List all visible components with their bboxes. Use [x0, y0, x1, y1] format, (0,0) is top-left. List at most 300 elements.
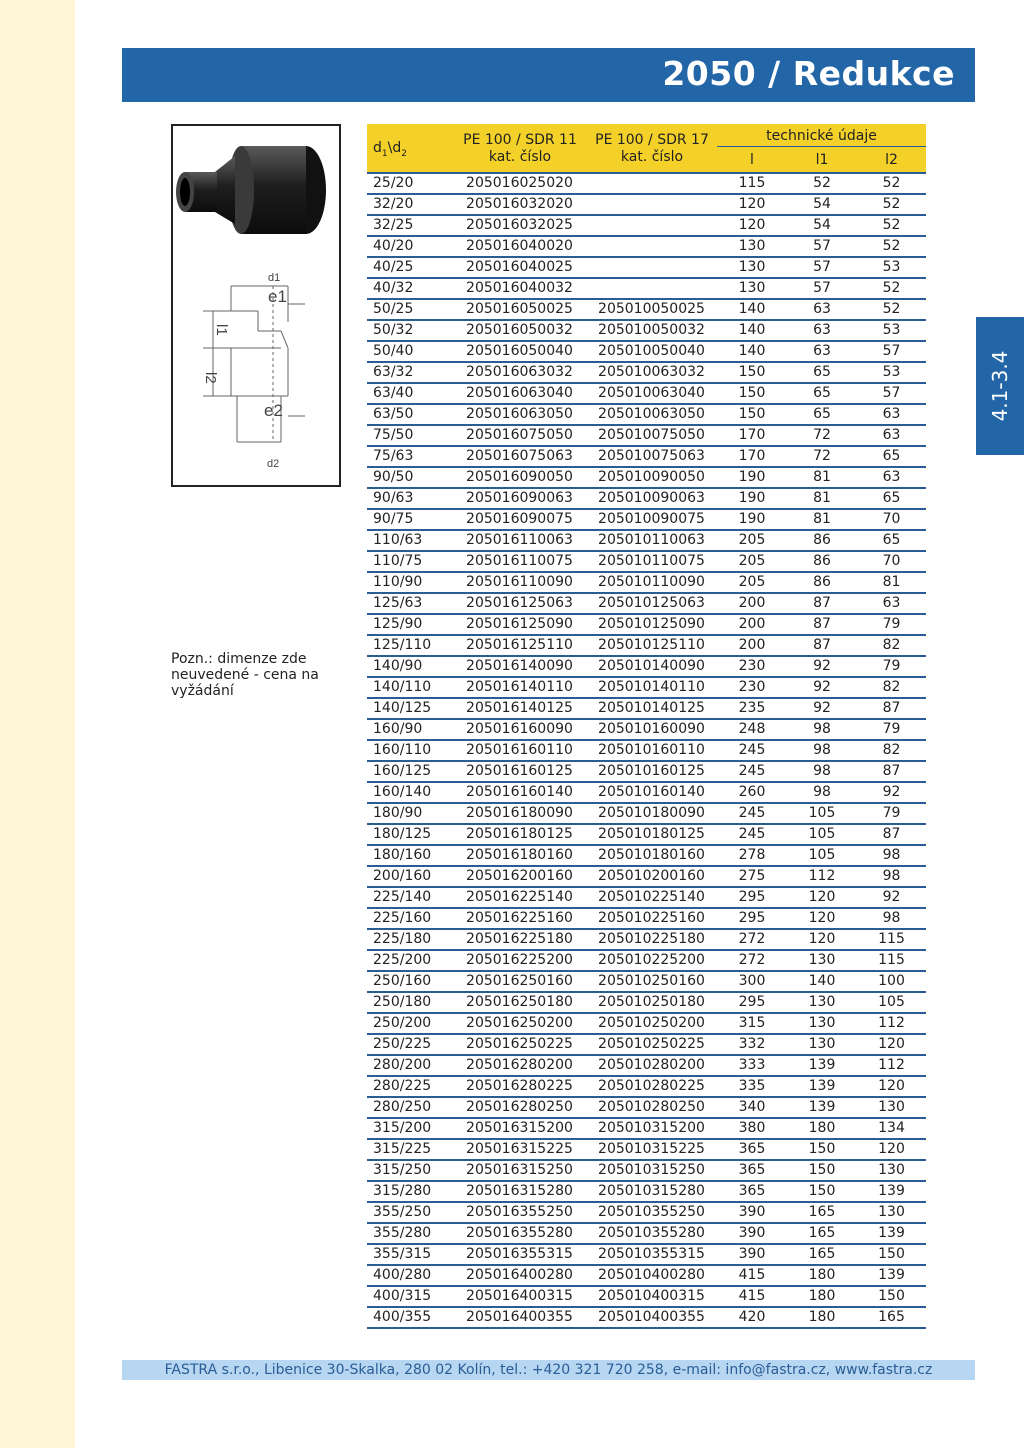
row-catalog-sdr11: 205016250200 [466, 1015, 573, 1031]
row-catalog-sdr11: 205016075063 [466, 448, 573, 464]
row-length-l2: 81 [882, 574, 901, 590]
row-catalog-sdr11: 205016125110 [466, 637, 573, 653]
row-length-l1: 92 [813, 679, 831, 695]
row-dimension: 75/50 [373, 427, 414, 443]
table-row [367, 384, 926, 405]
row-length-l1: 120 [808, 889, 836, 905]
row-length-l2: 120 [878, 1078, 905, 1094]
row-length-l2: 63 [882, 469, 901, 485]
row-length-l2: 112 [878, 1015, 905, 1031]
row-length-l1: 150 [808, 1141, 836, 1157]
note-text: Pozn.: dimenze zde neuvedené - cena na vyžádání [171, 651, 319, 699]
row-dimension: 180/125 [373, 826, 432, 842]
table-row [367, 741, 926, 762]
row-length-l1: 150 [808, 1183, 836, 1199]
row-length-l1: 180 [808, 1120, 836, 1136]
row-length-l1: 130 [808, 994, 836, 1010]
row-length-l2: 98 [882, 910, 901, 926]
row-length-l2: 82 [882, 742, 901, 758]
row-dimension: 125/110 [373, 637, 432, 653]
row-length-l1: 52 [813, 175, 831, 191]
row-length-l1: 65 [813, 406, 831, 422]
row-catalog-sdr17: 205010063032 [598, 364, 705, 380]
row-catalog-sdr17: 205010125063 [598, 595, 705, 611]
row-dimension: 160/110 [373, 742, 432, 758]
row-length-l: 130 [738, 259, 766, 275]
row-catalog-sdr17: 205010160125 [598, 763, 705, 779]
table-row [367, 1287, 926, 1308]
row-length-l2: 57 [882, 385, 901, 401]
row-dimension: 32/20 [373, 196, 414, 212]
table-row [367, 783, 926, 804]
dimension-header [373, 140, 407, 162]
row-length-l1: 65 [813, 364, 831, 380]
row-catalog-sdr11: 205016050040 [466, 343, 573, 359]
row-length-l: 120 [738, 196, 766, 212]
row-length-l: 315 [738, 1015, 766, 1031]
section-tab-label: 4.1-3.4 [988, 350, 1012, 422]
table-row [367, 468, 926, 489]
row-length-l1: 105 [808, 847, 836, 863]
row-length-l1: 165 [808, 1246, 836, 1262]
row-length-l1: 81 [813, 469, 831, 485]
row-length-l: 248 [738, 721, 766, 737]
row-length-l: 130 [738, 280, 766, 296]
product-table [367, 124, 926, 1329]
label-l2: l2 [202, 372, 219, 384]
row-dimension: 110/90 [373, 574, 423, 590]
row-length-l: 205 [738, 532, 766, 548]
row-dimension: 180/160 [373, 847, 432, 863]
row-length-l2: 63 [882, 406, 901, 422]
row-catalog-sdr17: 205010110063 [598, 532, 705, 548]
row-length-l1: 180 [808, 1267, 836, 1283]
row-dimension: 315/225 [373, 1141, 432, 1157]
row-length-l: 365 [738, 1162, 766, 1178]
row-catalog-sdr11: 205016355250 [466, 1204, 573, 1220]
row-length-l: 230 [738, 658, 766, 674]
row-catalog-sdr17: 205010160110 [598, 742, 705, 758]
row-length-l1: 139 [808, 1057, 836, 1073]
row-length-l2: 79 [882, 658, 901, 674]
page-title: 2050 / Redukce [662, 54, 955, 93]
row-dimension: 225/140 [373, 889, 432, 905]
row-length-l: 140 [738, 322, 766, 338]
row-length-l1: 63 [813, 301, 831, 317]
row-length-l: 420 [738, 1309, 766, 1325]
dimension-labels [202, 272, 287, 470]
table-row [367, 993, 926, 1014]
row-catalog-sdr17: 205010250225 [598, 1036, 705, 1052]
row-dimension: 140/110 [373, 679, 432, 695]
row-length-l: 415 [738, 1288, 766, 1304]
row-dimension: 40/25 [373, 259, 414, 275]
row-length-l: 245 [738, 805, 766, 821]
dimension-drawing [203, 286, 305, 442]
table-row [367, 888, 926, 909]
row-dimension: 400/280 [373, 1267, 432, 1283]
row-length-l2: 120 [878, 1036, 905, 1052]
row-length-l2: 79 [882, 805, 901, 821]
row-dimension: 140/90 [373, 658, 423, 674]
row-length-l2: 134 [878, 1120, 905, 1136]
row-length-l2: 115 [878, 952, 905, 968]
reducer-fitting-photo [176, 146, 326, 234]
table-row [367, 237, 926, 258]
row-length-l2: 52 [882, 196, 901, 212]
row-catalog-sdr17: 205010140125 [598, 700, 705, 716]
row-length-l1: 180 [808, 1288, 836, 1304]
table-row [367, 363, 926, 384]
row-catalog-sdr17: 205010200160 [598, 868, 705, 884]
row-length-l2: 87 [882, 826, 901, 842]
row-length-l: 390 [738, 1204, 766, 1220]
row-catalog-sdr17: 205010400355 [598, 1309, 705, 1325]
table-row [367, 279, 926, 300]
row-dimension: 355/315 [373, 1246, 432, 1262]
row-length-l2: 63 [882, 595, 901, 611]
row-dimension: 315/280 [373, 1183, 432, 1199]
product-illustration [173, 126, 339, 485]
row-catalog-sdr11: 205016025020 [466, 175, 573, 191]
row-length-l1: 98 [813, 784, 831, 800]
row-dimension: 50/25 [373, 301, 414, 317]
row-length-l: 365 [738, 1141, 766, 1157]
row-dimension: 225/160 [373, 910, 432, 926]
row-catalog-sdr11: 205016140110 [466, 679, 573, 695]
row-catalog-sdr17: 205010225140 [598, 889, 705, 905]
row-catalog-sdr17: 205010075050 [598, 427, 705, 443]
table-row [367, 1308, 926, 1329]
row-catalog-sdr11: 205016040020 [466, 238, 573, 254]
row-dimension: 125/90 [373, 616, 423, 632]
kat-cislo-header-2: kat. číslo [620, 149, 684, 165]
row-catalog-sdr11: 205016125090 [466, 616, 573, 632]
row-catalog-sdr17: 205010050032 [598, 322, 705, 338]
row-dimension: 125/63 [373, 595, 423, 611]
row-length-l1: 112 [808, 868, 836, 884]
row-catalog-sdr11: 205016110063 [466, 532, 573, 548]
row-length-l2: 139 [878, 1225, 905, 1241]
row-dimension: 90/50 [373, 469, 414, 485]
row-length-l2: 63 [882, 427, 901, 443]
table-row [367, 1245, 926, 1266]
row-length-l1: 57 [813, 280, 831, 296]
row-catalog-sdr11: 205016063032 [466, 364, 573, 380]
row-catalog-sdr11: 205016225200 [466, 952, 573, 968]
table-row [367, 867, 926, 888]
row-catalog-sdr11: 205016315225 [466, 1141, 573, 1157]
row-catalog-sdr17: 205010225180 [598, 931, 705, 947]
table-row [367, 573, 926, 594]
pe100-sdr17-header: PE 100 / SDR 17 [595, 132, 709, 148]
table-row [367, 825, 926, 846]
row-catalog-sdr11: 205016050032 [466, 322, 573, 338]
row-catalog-sdr17: 205010315280 [598, 1183, 705, 1199]
row-dimension: 160/140 [373, 784, 432, 800]
row-length-l1: 130 [808, 1015, 836, 1031]
technical-data-header: technické údaje [766, 128, 877, 144]
row-catalog-sdr11: 205016280225 [466, 1078, 573, 1094]
row-length-l1: 87 [813, 595, 831, 611]
row-length-l2: 112 [878, 1057, 905, 1073]
row-length-l: 340 [738, 1099, 766, 1115]
row-catalog-sdr11: 205016225140 [466, 889, 573, 905]
row-length-l: 365 [738, 1183, 766, 1199]
row-length-l1: 81 [813, 511, 831, 527]
row-length-l: 170 [738, 448, 766, 464]
table-row [367, 195, 926, 216]
table-row [367, 762, 926, 783]
table-row [367, 321, 926, 342]
row-dimension: 200/160 [373, 868, 432, 884]
row-catalog-sdr17: 205010125090 [598, 616, 705, 632]
row-length-l2: 53 [882, 364, 901, 380]
row-catalog-sdr17: 205010315250 [598, 1162, 705, 1178]
row-catalog-sdr11: 205016110090 [466, 574, 573, 590]
row-length-l: 150 [738, 364, 766, 380]
dimension-header-sub1: 1 [381, 148, 388, 159]
row-dimension: 355/280 [373, 1225, 432, 1241]
row-catalog-sdr11: 205016050025 [466, 301, 573, 317]
row-catalog-sdr11: 205016180160 [466, 847, 573, 863]
table-row [367, 909, 926, 930]
row-dimension: 315/250 [373, 1162, 432, 1178]
row-length-l: 190 [738, 469, 766, 485]
row-catalog-sdr11: 205016032025 [466, 217, 573, 233]
row-dimension: 400/355 [373, 1309, 432, 1325]
row-catalog-sdr17: 205010090063 [598, 490, 705, 506]
row-length-l: 115 [738, 175, 766, 191]
dimension-header-sub2: 2 [401, 148, 407, 159]
row-dimension: 90/63 [373, 490, 414, 506]
row-catalog-sdr11: 205016280250 [466, 1099, 573, 1115]
row-length-l1: 120 [808, 910, 836, 926]
table-row [367, 1224, 926, 1245]
table-row [367, 594, 926, 615]
row-length-l: 120 [738, 217, 766, 233]
row-length-l2: 105 [878, 994, 905, 1010]
left-margin-band [0, 0, 75, 1448]
row-length-l: 200 [738, 595, 766, 611]
row-dimension: 63/32 [373, 364, 414, 380]
row-length-l1: 105 [808, 805, 836, 821]
row-length-l1: 86 [813, 574, 831, 590]
row-length-l: 390 [738, 1246, 766, 1262]
row-length-l2: 79 [882, 616, 901, 632]
row-catalog-sdr17: 205010250160 [598, 973, 705, 989]
table-row [367, 636, 926, 657]
row-catalog-sdr17: 205010250180 [598, 994, 705, 1010]
row-catalog-sdr17: 205010355315 [598, 1246, 705, 1262]
row-catalog-sdr17: 205010180090 [598, 805, 705, 821]
table-row [367, 510, 926, 531]
row-catalog-sdr17: 205010140090 [598, 658, 705, 674]
row-length-l2: 53 [882, 259, 901, 275]
row-length-l: 205 [738, 553, 766, 569]
row-length-l: 335 [738, 1078, 766, 1094]
row-length-l2: 150 [878, 1246, 905, 1262]
row-dimension: 40/32 [373, 280, 414, 296]
label-e2: e2 [264, 401, 283, 420]
row-dimension: 280/200 [373, 1057, 432, 1073]
table-row [367, 972, 926, 993]
l2-header: l2 [885, 152, 898, 168]
technical-header-divider [717, 146, 926, 147]
row-length-l: 332 [738, 1036, 766, 1052]
row-length-l2: 65 [882, 448, 901, 464]
row-length-l1: 150 [808, 1162, 836, 1178]
table-row [367, 1140, 926, 1161]
row-catalog-sdr11: 205016400280 [466, 1267, 573, 1283]
row-length-l: 390 [738, 1225, 766, 1241]
row-length-l2: 130 [878, 1162, 905, 1178]
table-row [367, 1035, 926, 1056]
row-length-l2: 65 [882, 532, 901, 548]
row-length-l2: 52 [882, 301, 901, 317]
row-catalog-sdr11: 205016315250 [466, 1162, 573, 1178]
row-catalog-sdr11: 205016400315 [466, 1288, 573, 1304]
row-length-l: 140 [738, 343, 766, 359]
table-row [367, 342, 926, 363]
row-dimension: 315/200 [373, 1120, 432, 1136]
table-row [367, 804, 926, 825]
row-catalog-sdr11: 205016180125 [466, 826, 573, 842]
row-catalog-sdr11: 205016160090 [466, 721, 573, 737]
row-length-l1: 130 [808, 1036, 836, 1052]
table-row [367, 1161, 926, 1182]
row-catalog-sdr11: 205016090050 [466, 469, 573, 485]
row-length-l: 272 [738, 952, 766, 968]
table-row [367, 300, 926, 321]
row-length-l: 190 [738, 511, 766, 527]
row-length-l1: 54 [813, 196, 831, 212]
table-row [367, 1077, 926, 1098]
row-length-l2: 52 [882, 175, 901, 191]
row-length-l2: 98 [882, 847, 901, 863]
row-dimension: 250/180 [373, 994, 432, 1010]
row-length-l: 230 [738, 679, 766, 695]
row-catalog-sdr11: 205016355280 [466, 1225, 573, 1241]
row-length-l1: 105 [808, 826, 836, 842]
row-length-l: 295 [738, 910, 766, 926]
row-catalog-sdr17: 205010110075 [598, 553, 705, 569]
row-catalog-sdr11: 205016160140 [466, 784, 573, 800]
row-catalog-sdr17: 205010063040 [598, 385, 705, 401]
table-body [367, 174, 926, 1329]
row-length-l1: 165 [808, 1225, 836, 1241]
row-length-l: 380 [738, 1120, 766, 1136]
row-length-l1: 120 [808, 931, 836, 947]
row-catalog-sdr17: 205010280200 [598, 1057, 705, 1073]
row-length-l2: 65 [882, 490, 901, 506]
row-catalog-sdr17: 205010280250 [598, 1099, 705, 1115]
table-row [367, 216, 926, 237]
row-length-l2: 70 [882, 553, 901, 569]
row-catalog-sdr11: 205016250160 [466, 973, 573, 989]
table-row [367, 1119, 926, 1140]
row-catalog-sdr17: 205010250200 [598, 1015, 705, 1031]
row-length-l: 278 [738, 847, 766, 863]
row-length-l2: 92 [882, 889, 901, 905]
dimension-header-sep: \d [387, 140, 402, 156]
row-length-l: 295 [738, 994, 766, 1010]
row-length-l2: 52 [882, 217, 901, 233]
row-length-l1: 54 [813, 217, 831, 233]
row-dimension: 63/40 [373, 385, 414, 401]
table-row [367, 720, 926, 741]
row-catalog-sdr17: 205010140110 [598, 679, 705, 695]
row-length-l: 190 [738, 490, 766, 506]
row-catalog-sdr17: 205010400315 [598, 1288, 705, 1304]
table-row [367, 531, 926, 552]
row-length-l: 150 [738, 406, 766, 422]
row-length-l1: 81 [813, 490, 831, 506]
row-length-l2: 53 [882, 322, 901, 338]
row-dimension: 160/90 [373, 721, 423, 737]
row-length-l1: 98 [813, 763, 831, 779]
l1-header: l1 [815, 152, 829, 168]
row-length-l: 415 [738, 1267, 766, 1283]
label-d2: d2 [267, 458, 280, 470]
row-catalog-sdr11: 205016063050 [466, 406, 573, 422]
row-length-l2: 52 [882, 238, 901, 254]
row-length-l1: 86 [813, 532, 831, 548]
table-row [367, 552, 926, 573]
row-dimension: 250/200 [373, 1015, 432, 1031]
row-catalog-sdr11: 205016200160 [466, 868, 573, 884]
row-dimension: 355/250 [373, 1204, 432, 1220]
row-catalog-sdr11: 205016040025 [466, 259, 573, 275]
row-catalog-sdr17: 205010110090 [598, 574, 705, 590]
row-length-l2: 120 [878, 1141, 905, 1157]
row-dimension: 280/250 [373, 1099, 432, 1115]
row-length-l1: 86 [813, 553, 831, 569]
row-length-l1: 63 [813, 322, 831, 338]
row-length-l2: 87 [882, 763, 901, 779]
table-row [367, 678, 926, 699]
table-row [367, 615, 926, 636]
row-length-l: 272 [738, 931, 766, 947]
row-dimension: 225/200 [373, 952, 432, 968]
row-catalog-sdr11: 205016063040 [466, 385, 573, 401]
row-length-l: 295 [738, 889, 766, 905]
product-image-box [171, 124, 341, 487]
row-catalog-sdr17: 205010355250 [598, 1204, 705, 1220]
row-length-l: 245 [738, 742, 766, 758]
row-length-l2: 79 [882, 721, 901, 737]
row-length-l1: 180 [808, 1309, 836, 1325]
row-dimension: 400/315 [373, 1288, 432, 1304]
label-e1: e1 [268, 287, 287, 306]
row-length-l2: 57 [882, 343, 901, 359]
table-row [367, 930, 926, 951]
row-dimension: 110/75 [373, 553, 423, 569]
row-catalog-sdr11: 205016032020 [466, 196, 573, 212]
row-catalog-sdr17: 205010063050 [598, 406, 705, 422]
row-length-l1: 139 [808, 1099, 836, 1115]
title-bar [122, 48, 975, 102]
row-dimension: 25/20 [373, 175, 414, 191]
table-row [367, 1182, 926, 1203]
row-length-l1: 65 [813, 385, 831, 401]
row-length-l2: 98 [882, 868, 901, 884]
row-catalog-sdr11: 205016400355 [466, 1309, 573, 1325]
row-length-l2: 70 [882, 511, 901, 527]
label-d1: d1 [268, 272, 281, 284]
table-row [367, 1098, 926, 1119]
table-row [367, 1203, 926, 1224]
